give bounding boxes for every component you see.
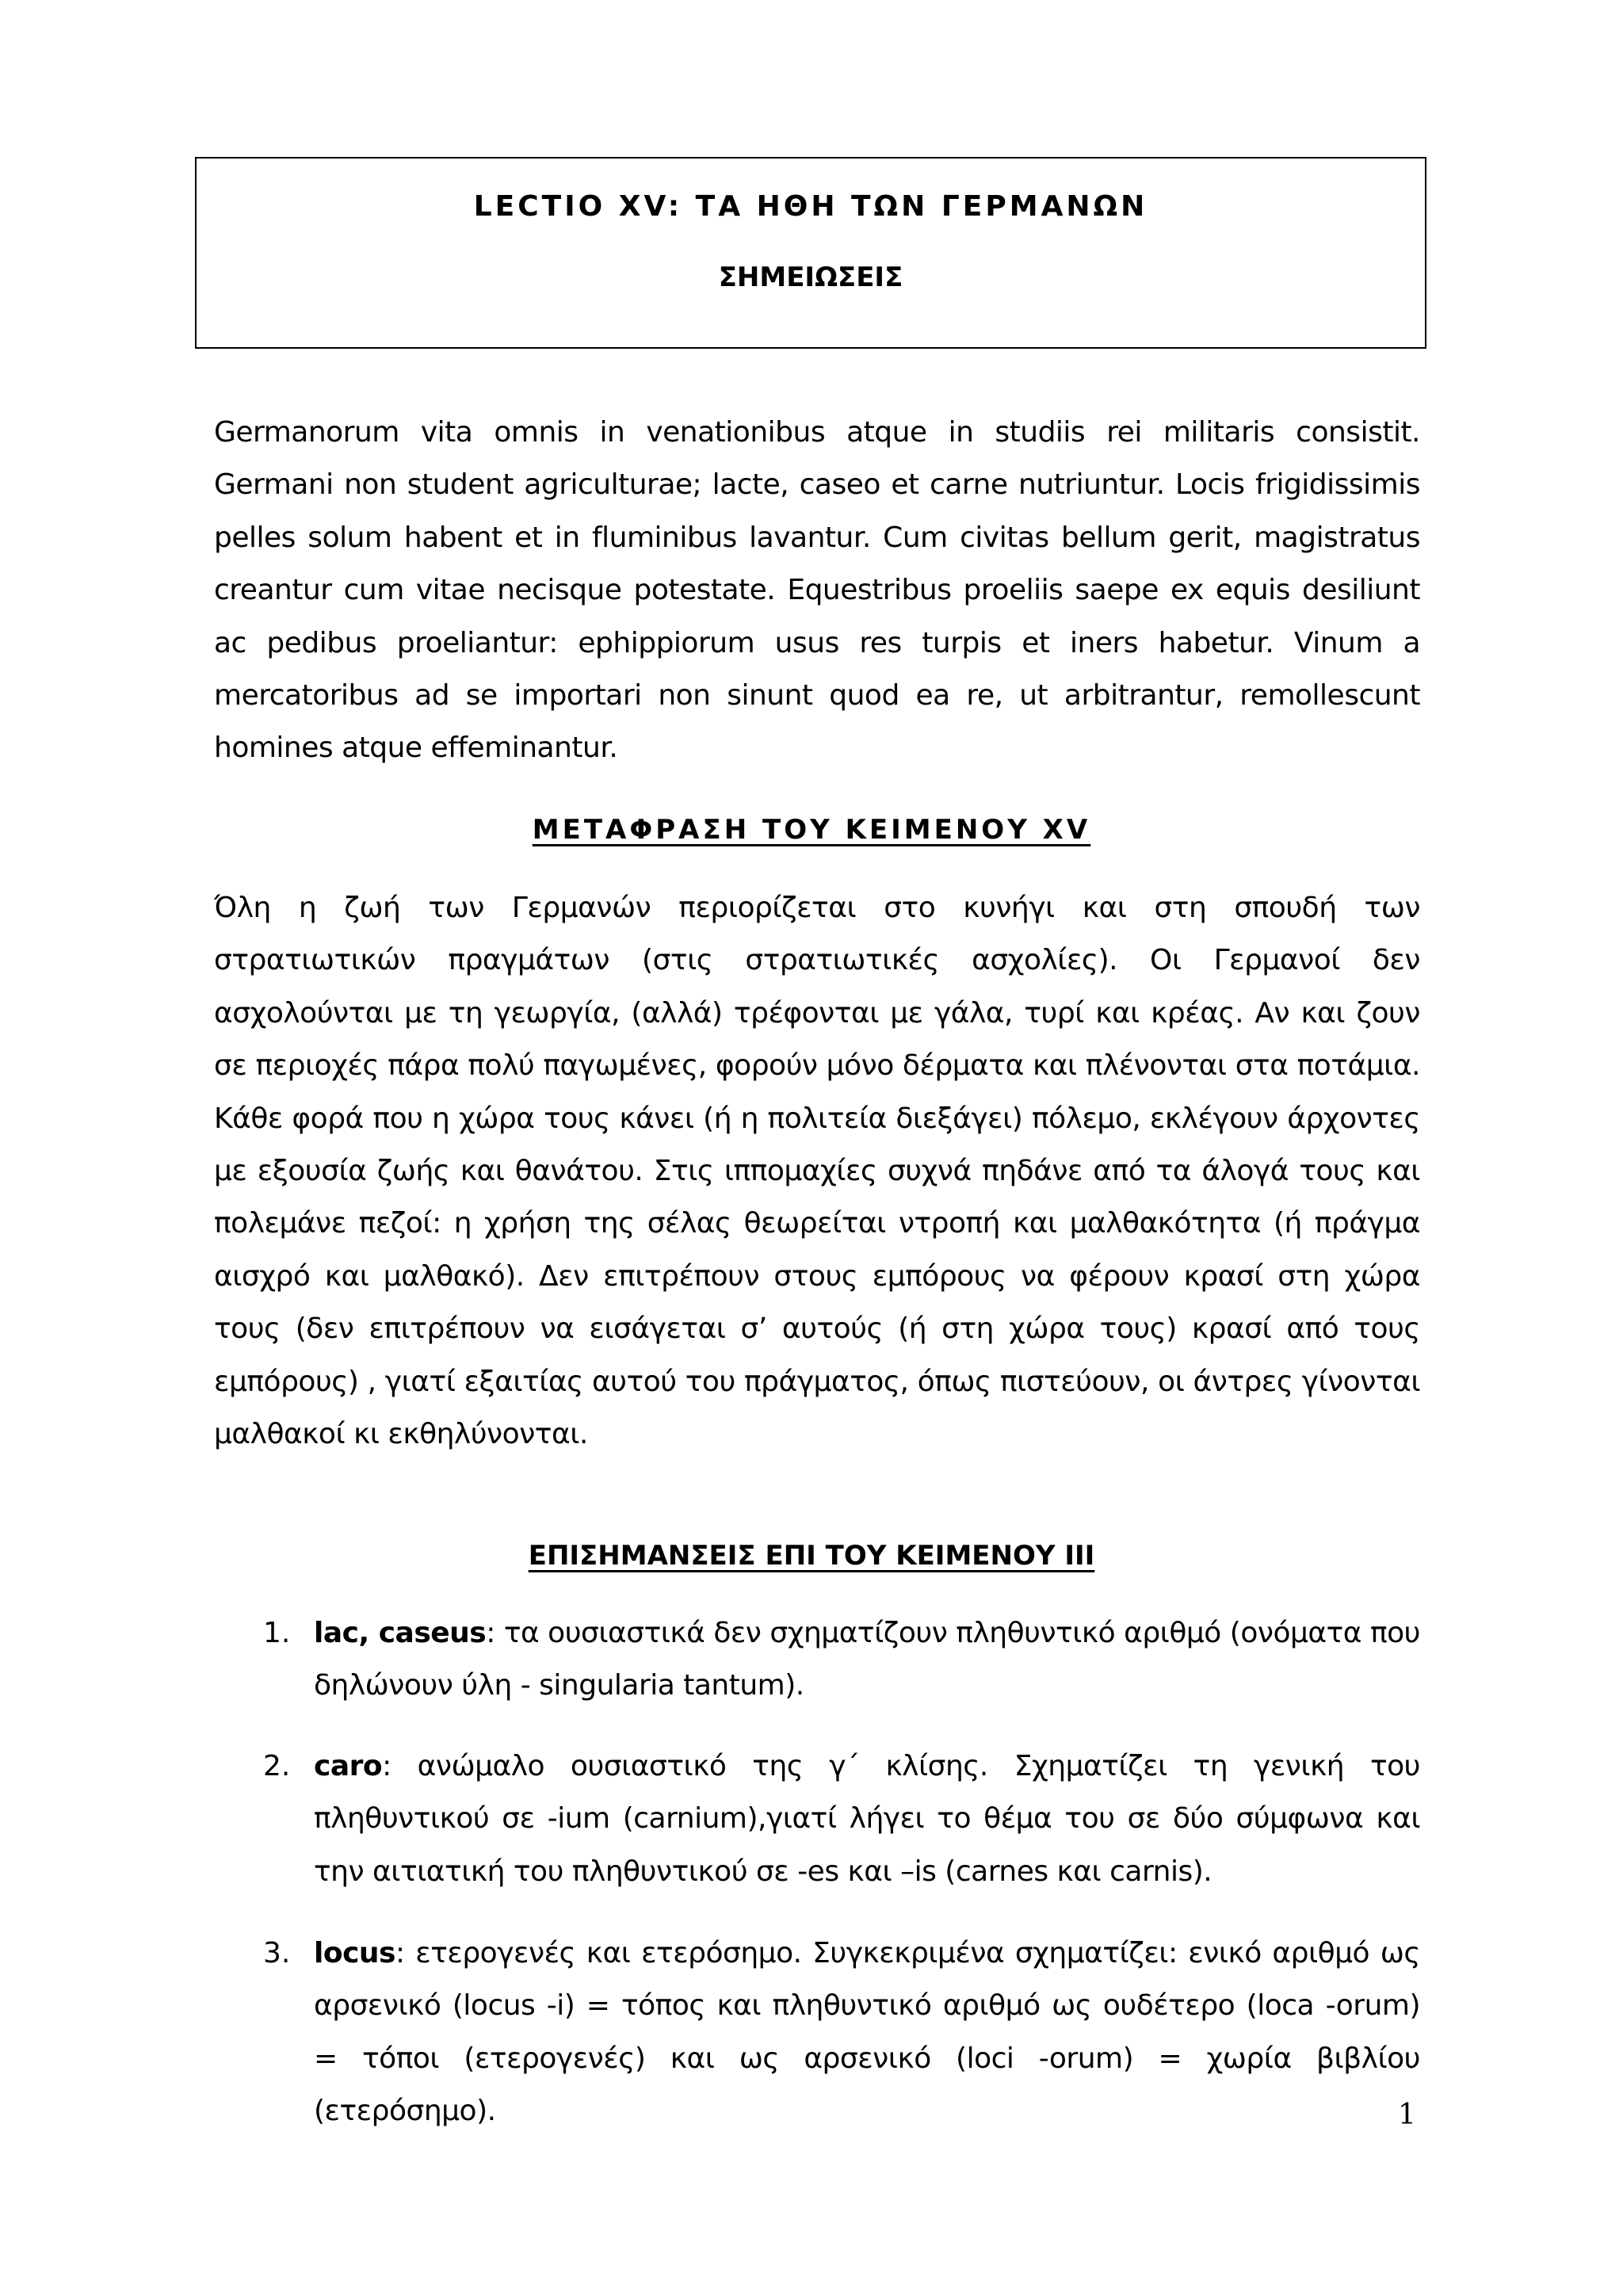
list-item-number: 1.	[263, 1617, 291, 1649]
list-item-number: 3.	[263, 1937, 291, 1969]
document-subtitle: ΣΗΜΕΙΩΣΕΙΣ	[718, 262, 903, 293]
list-item-term: caro	[314, 1750, 383, 1782]
latin-text-paragraph: Germanorum vita omnis in venationibus atque in studiis rei militaris consistit. Germani non student agriculturae; lacte, caseo et carne nutriuntur. Locis frigidissimis pelles solum habent et in fluminibus lavantur. Cum civitas bellum gerit, magistratus creantur cum vitae necisque potestate. Equestribus proeliis saepe ex equis desiliunt ac pedibus proeliantur: ephippiorum usus res turpis et iners habetur. Vinum a mercatoribus ad se importari non sinunt quod ea re, ut arbitrantur, remollescunt homines atque effeminantur.	[214, 416, 1420, 765]
translation-heading: ΜΕΤΑΦΡΑΣΗ ΤΟΥ ΚΕΙΜΕΝΟΥ XV	[532, 814, 1091, 846]
translation-paragraph: Όλη η ζωή των Γερμανών περιορίζεται στο κυνήγι και στη σπουδή των στρατιωτικών πραγμάτων (στις στρατιωτικές ασχολίες). Οι Γερμανοί δεν ασχολούνται με τη γεωργία, (αλλά) τρέφονται με γάλα, τυρί και κρέας. Αν και ζουν σε περιοχές πάρα πολύ παγωμένες, φορούν μόνο δέρματα και πλένονται στα ποτάμια. Κάθε φορά που η χώρα τους κάνει (ή η πολιτεία διεξάγει) πόλεμο, εκλέγουν άρχοντες με εξουσία ζωής και θανάτου. Στις ιππομαχίες συχνά πηδάνε από τα άλογά τους και πολεμάνε πεζοί: η χρήση της σέλας θεωρείται ντροπή και μαλθακότητα (ή πράγμα αισχρό και μαλθακό). Δεν επιτρέπουν στους εμπόρους να φέρουν κρασί στη χώρα τους (δεν επιτρέπουν να εισάγεται σ’ αυτούς (ή στη χώρα τους) κρασί από τους εμπόρους) , γιατί εξαιτίας αυτού του πράγματος, όπως πιστεύουν, οι άντρες γίνονται μαλθακοί κι εκθηλύνονται.	[214, 892, 1420, 1451]
list-item-description: : ετερογενές και ετερόσημο. Συγκεκριμένα σχηματίζει: ενικό αριθμό ως αρσενικό (locus -i) = τόπος και πληθυντικό αριθμό ως ουδέτερο (loca -orum) = τόποι (ετερογενές) και ως αρσενικό (loci -orum) = χωρία βιβλίου (ετερόσημο).	[314, 1937, 1420, 2128]
header-box	[195, 157, 1426, 349]
list-item-term: locus	[314, 1937, 395, 1969]
list-item-description: : τα ουσιαστικά δεν σχηματίζουν πληθυντικό αριθμό (ονόματα που δηλώνουν ύλη - singularia tantum).	[314, 1617, 1420, 1702]
notes-heading: ΕΠΙΣΗΜΑΝΣΕΙΣ ΕΠΙ ΤΟΥ ΚΕΙΜΕΝΟΥ ΙΙΙ	[528, 1540, 1095, 1572]
page-number: 1	[1398, 2099, 1416, 2131]
list-item-description: : ανώμαλο ουσιαστικό της γ΄ κλίσης. Σχηματίζει τη γενική του πληθυντικού σε -ium (carnium),γιατί λήγει το θέμα του σε δύο σύμφωνα και την αιτιατική του πληθυντικού σε -es και –is (carnes και carnis).	[314, 1750, 1420, 1888]
list-item-number: 2.	[263, 1750, 291, 1782]
list-item-text	[314, 1927, 1420, 2138]
document-title: LECTIO XV: ΤΑ ΗΘΗ ΤΩΝ ΓΕΡΜΑΝΩΝ	[473, 190, 1148, 223]
list-item-text	[314, 1607, 1420, 1713]
list-item-text	[314, 1740, 1420, 1898]
list-item-term: lac, caseus	[314, 1617, 487, 1649]
